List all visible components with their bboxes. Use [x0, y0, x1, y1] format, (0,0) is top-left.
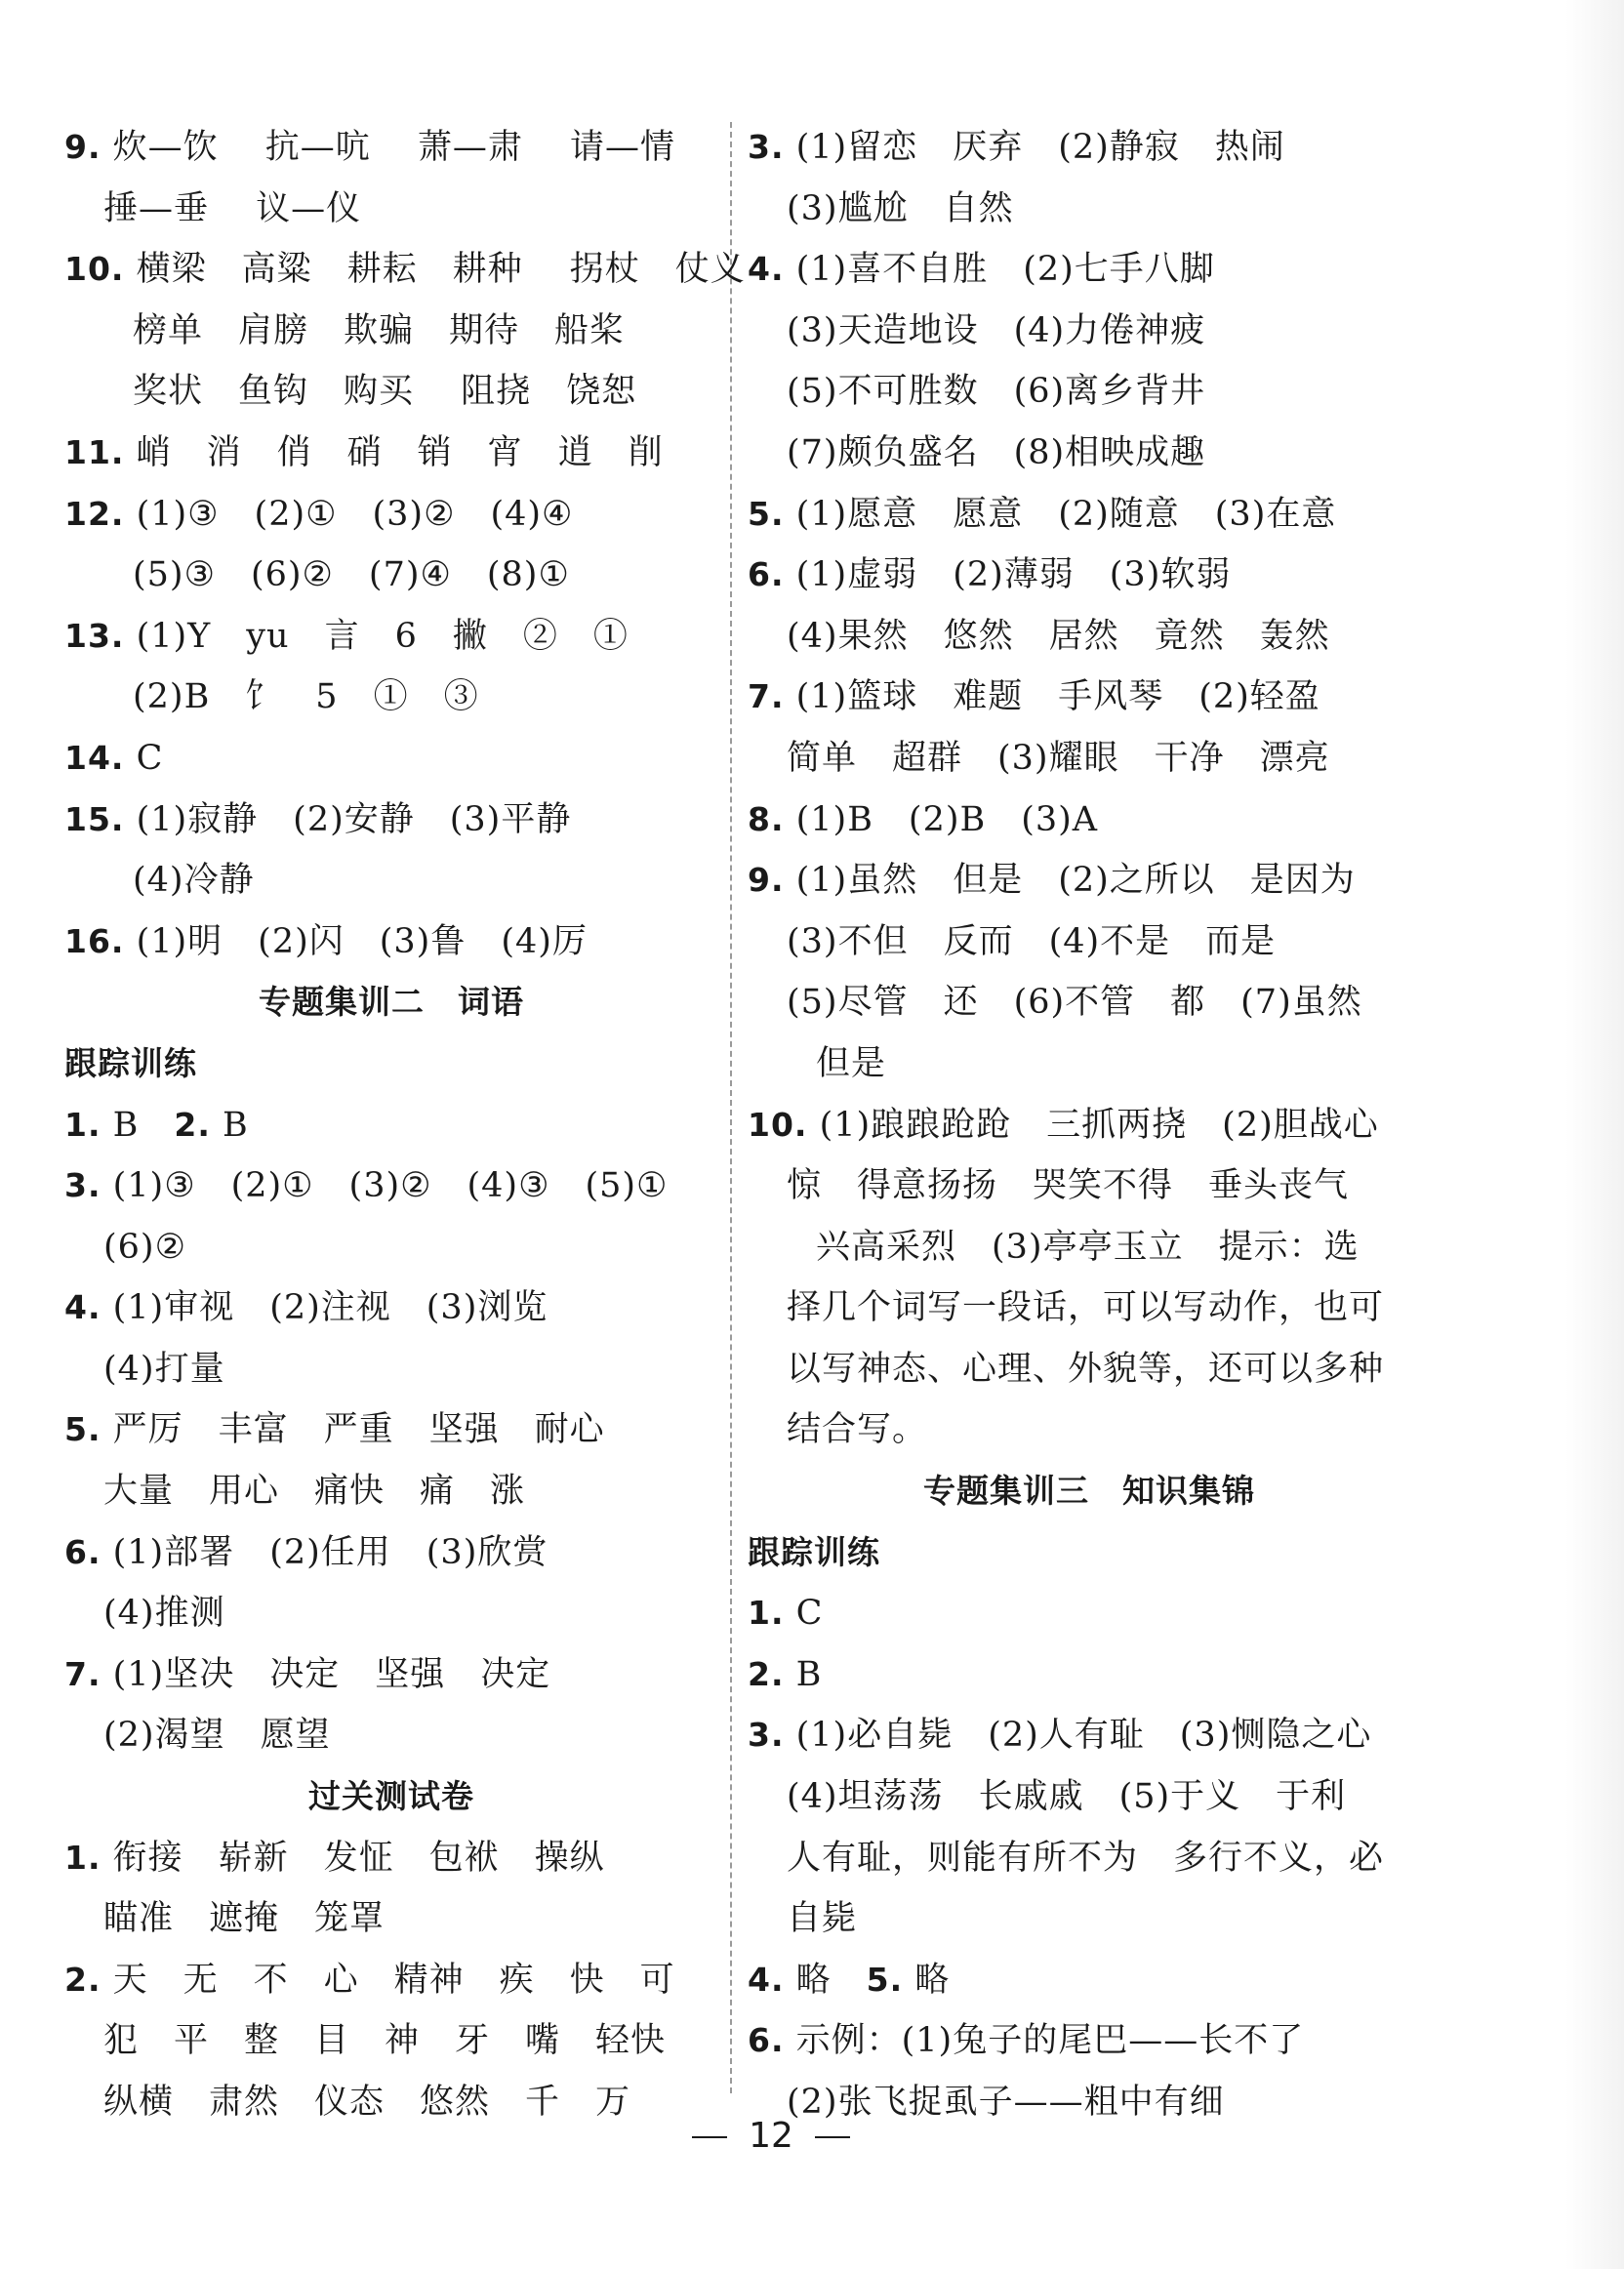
answer-line: (2)张飞捉虱子——粗中有细 [787, 2083, 1225, 2122]
answer-line: (5)不可胜数 (6)离乡背井 [787, 372, 1206, 412]
page-number-dash-right [815, 2136, 850, 2138]
left-column [64, 117, 746, 2133]
answer-line: 8. (1)B (2)B (3)A [748, 799, 1099, 839]
answer-line: 4. (1)喜不自胜 (2)七手八脚 [748, 250, 1215, 290]
answer-line: 但是 [816, 1043, 887, 1083]
answer-line: 择几个词写一段话，可以写动作，也可 [787, 1288, 1385, 1328]
answer-line: (3)不但 反而 (4)不是 而是 [787, 921, 1277, 961]
answer-line: 结合写。 [787, 1410, 928, 1450]
page-number-dash-left [692, 2136, 727, 2138]
answer-line: 13. (1)Y yu 言 6 撇 ② ① [64, 616, 629, 656]
section-title: 过关测试卷 [308, 1777, 474, 1816]
answer-line: 5. 严厉 丰富 严重 坚强 耐心 [64, 1410, 605, 1450]
right-column [748, 117, 1431, 2133]
column-divider [730, 122, 732, 2093]
answer-line: 11. 峭 消 俏 硝 销 宵 逍 削 [64, 432, 664, 472]
answer-line: 惊 得意扬扬 哭笑不得 垂头丧气 [787, 1166, 1350, 1206]
answer-line: 4. 略 5. 略 [748, 1960, 951, 2000]
answer-line: 瞄准 遮掩 笼罩 [103, 1899, 386, 1939]
answer-line: 16. (1)明 (2)闪 (3)鲁 (4)厉 [64, 921, 588, 961]
answer-line: 4. (1)审视 (2)注视 (3)浏览 [64, 1288, 548, 1328]
answer-line: (4)打量 [103, 1349, 225, 1389]
answer-line: (2)B 饣 5 ① ③ [133, 677, 479, 717]
answer-line: 纵横 肃然 仪态 悠然 千 万 [103, 2083, 631, 2122]
answer-line: (4)推测 [103, 1594, 225, 1634]
page-number [0, 2116, 1542, 2156]
answer-line: (4)果然 悠然 居然 竟然 轰然 [787, 616, 1330, 656]
subsection-title: 跟踪训练 [64, 1043, 197, 1082]
answer-line: 大量 用心 痛快 痛 涨 [103, 1472, 526, 1512]
answer-line: (4)坦荡荡 长戚戚 (5)于义 于利 [787, 1777, 1347, 1817]
answer-line: 1. C [748, 1594, 824, 1634]
answer-line: 10. 横梁 高粱 耕耘 耕种 拐杖 仗义 [64, 250, 746, 290]
answer-line: 6. 示例：(1)兔子的尾巴——长不了 [748, 2021, 1305, 2061]
answer-line: 兴高采烈 (3)亭亭玉立 提示：选 [816, 1227, 1360, 1267]
answer-line: (6)② [103, 1227, 186, 1267]
answer-line: (3)尴尬 自然 [787, 188, 1014, 228]
answer-line: (5)③ (6)② (7)④ (8)① [133, 555, 570, 595]
subsection-title: 跟踪训练 [748, 1532, 880, 1571]
answer-line: 1. 衔接 崭新 发怔 包袱 操纵 [64, 1838, 605, 1878]
answer-line: 自毙 [787, 1899, 858, 1939]
answer-line: 捶—垂 议—仪 [103, 188, 362, 228]
answer-line: (2)渴望 愿望 [103, 1716, 331, 1756]
answer-line: (4)冷静 [133, 861, 255, 901]
answer-line: 榜单 肩膀 欺骗 期待 船桨 [133, 310, 626, 350]
answer-line: 犯 平 整 目 神 牙 嘴 轻快 [103, 2021, 667, 2061]
page-edge-shadow [1565, 0, 1624, 2269]
answer-line: 6. (1)虚弱 (2)薄弱 (3)软弱 [748, 555, 1232, 595]
answer-line: 3. (1)必自毙 (2)人有耻 (3)恻隐之心 [748, 1716, 1372, 1756]
answer-line: 6. (1)部署 (2)任用 (3)欣赏 [64, 1532, 548, 1572]
answer-line: (7)颇负盛名 (8)相映成趣 [787, 432, 1206, 472]
answer-line: 1. B 2. B [64, 1105, 249, 1145]
answer-line: 7. (1)篮球 难题 手风琴 (2)轻盈 [748, 677, 1320, 717]
answer-line: 7. (1)坚决 决定 坚强 决定 [64, 1654, 551, 1694]
answer-line: (3)天造地设 (4)力倦神疲 [787, 310, 1206, 350]
page-number-text: 12 [749, 2116, 793, 2156]
answer-line: 9. (1)虽然 但是 (2)之所以 是因为 [748, 861, 1356, 901]
answer-line: 简单 超群 (3)耀眼 干净 漂亮 [787, 738, 1330, 778]
answer-line: 奖状 鱼钩 购买 阻挠 饶恕 [133, 372, 637, 412]
answer-line: 5. (1)愿意 愿意 (2)随意 (3)在意 [748, 494, 1337, 534]
answer-line: 10. (1)踉踉跄跄 三抓两挠 (2)胆战心 [748, 1105, 1379, 1145]
answer-line: (5)尽管 还 (6)不管 都 (7)虽然 [787, 983, 1362, 1023]
answer-line: 人有耻，则能有所不为 多行不义，必 [787, 1838, 1385, 1878]
answer-line: 2. 天 无 不 心 精神 疾 快 可 [64, 1960, 675, 2000]
answer-line: 14. C [64, 738, 164, 778]
answer-line: 9. 炊—饮 抗—吭 萧—肃 请—情 [64, 128, 676, 167]
section-title: 专题集训三 知识集锦 [923, 1472, 1255, 1511]
section-title: 专题集训二 词语 [259, 983, 524, 1022]
answer-line: 以写神态、心理、外貌等，还可以多种 [787, 1349, 1385, 1389]
answer-line: 12. (1)③ (2)① (3)② (4)④ [64, 494, 574, 534]
answer-line: 3. (1)留恋 厌弃 (2)静寂 热闹 [748, 128, 1285, 167]
answer-line: 2. B [748, 1654, 823, 1694]
answer-line: 15. (1)寂静 (2)安静 (3)平静 [64, 799, 572, 839]
answer-line: 3. (1)③ (2)① (3)② (4)③ (5)① [64, 1166, 669, 1206]
